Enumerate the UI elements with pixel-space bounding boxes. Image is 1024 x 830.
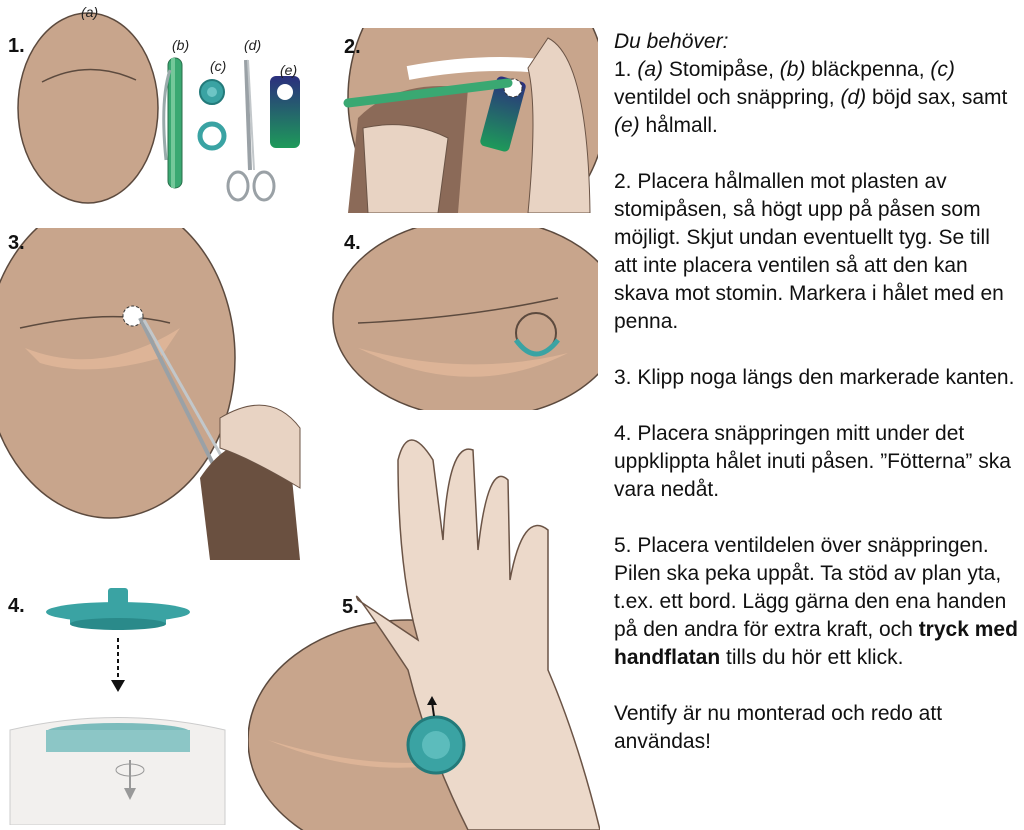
step-3-text: 3. Klipp noga längs den markerade kanten. [614,366,1015,389]
instructions-column [614,28,1019,784]
panel-5-press [248,420,600,830]
step-number-4-valve: 4. [8,595,25,617]
step-1-item-template: hålmall. [639,114,718,137]
panel-4-valve-align [0,580,235,825]
step-1-prefix: 1. [614,58,638,81]
step-number-2: 2. [344,36,361,58]
step-1-item-pen: bläckpenna, [805,58,931,81]
step-1-text [614,56,1019,140]
step-5-after: tills du hör ett klick. [720,646,904,669]
label-d: (d) [244,37,262,53]
panel-1-supplies [0,0,320,215]
step-1-label-a: (a) [637,58,664,81]
step-1-item-bag: Stomipåse, [663,58,780,81]
label-b: (b) [172,37,190,53]
pen-b [164,58,182,188]
label-e: (e) [280,62,298,78]
hole-template-e [270,76,300,148]
step-4-text: 4. Placera snäppringen mitt under det uppklippta hålet inuti påsen. ”Fötterna” ska vara nedåt. [614,422,1011,501]
panel-4-ring-placed [328,228,598,410]
step-1-label-e: (e) [614,114,640,137]
stoma-bag-a [18,13,158,203]
step-5-text [614,532,1019,672]
step-1-item-valve: ventildel och snäppring, [614,86,841,109]
step-2-text: 2. Placera hålmallen mot plasten av stomipåsen, så högt upp på påsen som möjligt. Skjut undan eventuellt tyg. Se till att inte placera ventilen så att den kan skava mot stomin. Markera i hålet med en penna. [614,170,1004,333]
step-1-label-b: (b) [779,58,806,81]
final-text: Ventify är nu monterad och redo att användas! [614,702,943,753]
step-number-1: 1. [8,35,25,57]
step-number-4-ring: 4. [344,232,361,254]
panel-2-mark-hole [328,28,598,213]
step-number-3: 3. [8,232,25,254]
step-5-bold: tryck med handflatan [614,618,1018,669]
press-illustration [248,420,600,830]
valve-align-illustration [0,580,235,825]
step-5-before: 5. Placera ventildelen över snäppringen. Pilen ska peka uppåt. Ta stöd av plan yta, t.ex. ett bord. Lägg gärna den ena handen på den andra för extra kraft, och [614,534,1007,641]
mark-hole-illustration [328,28,598,213]
scissors-d [228,60,274,200]
step-number-5: 5. [342,596,359,618]
step-1-label-d: (d) [840,86,867,109]
ring-placed-illustration [328,228,598,410]
supplies-illustration [0,0,320,215]
instructions-heading: Du behöver: [614,30,729,53]
valve-part-c [200,80,224,148]
step-1-label-c: (c) [930,58,955,81]
label-c: (c) [210,58,227,74]
step-1-item-scissors: böjd sax, samt [866,86,1008,109]
label-a: (a) [81,4,99,20]
